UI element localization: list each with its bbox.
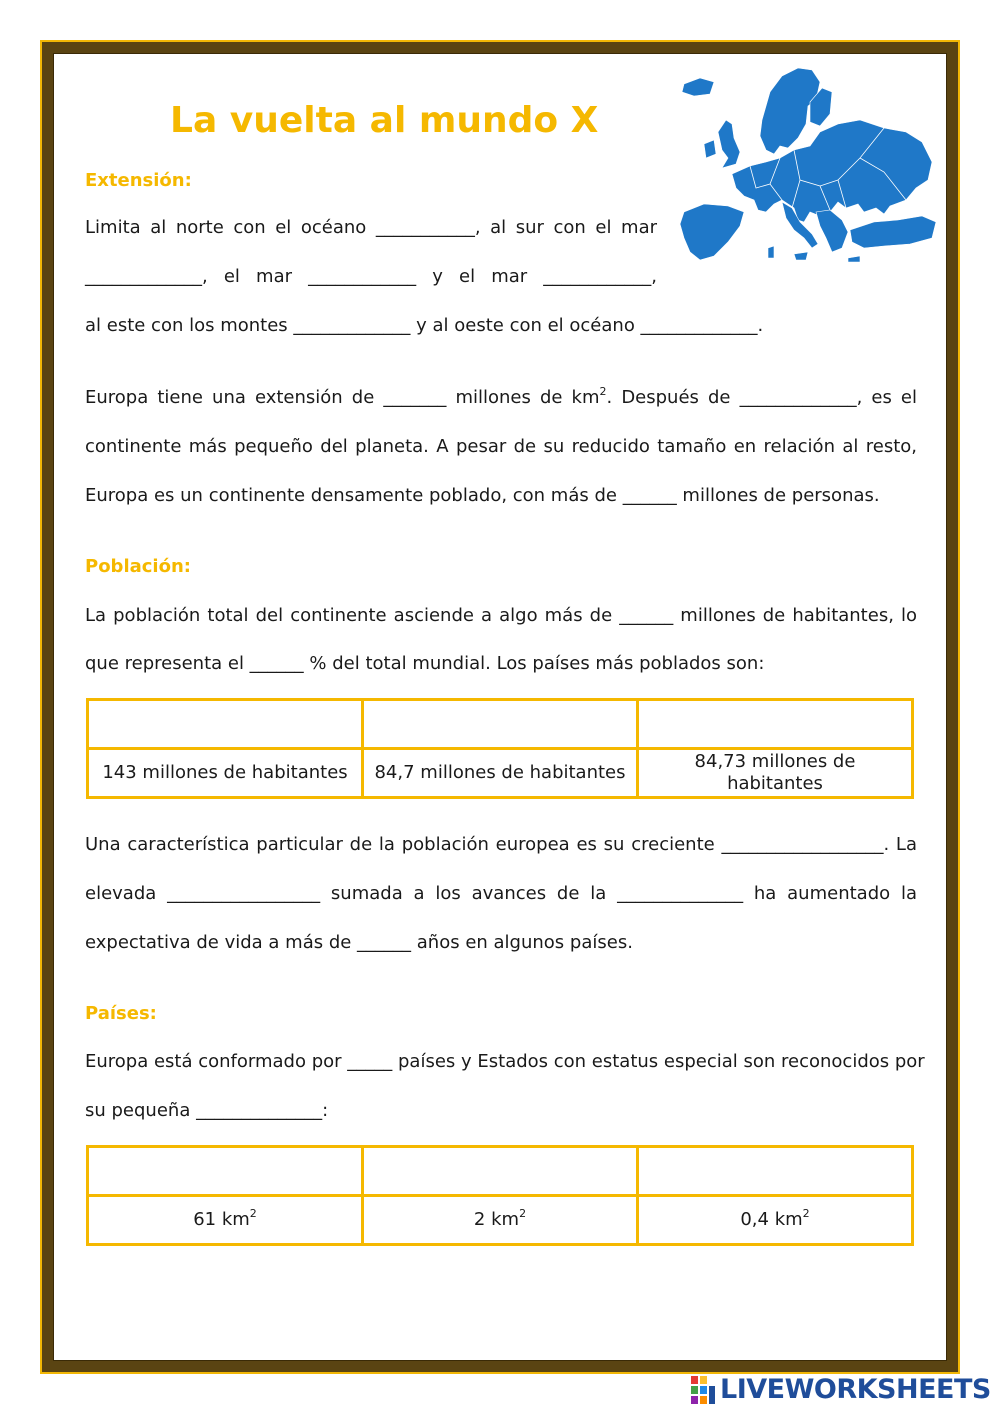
table-header-row [88,1147,913,1196]
population-value: 84,7 millones de habitantes [363,749,638,798]
table-row [88,1196,913,1245]
watermark-text: LIVEWORKSHEETS [720,1374,991,1405]
country-input-cell[interactable] [363,1147,638,1196]
superscript-2: 2 [249,1207,257,1220]
country-input-cell[interactable] [88,1147,363,1196]
extension-para2-line-1 [85,386,917,410]
section-heading-paises: Países: [85,1003,157,1024]
poblacion-after-line-2: elevada _________________ sumada a los avances de la ______________ ha aumentado la [85,883,917,904]
small-countries-table [86,1145,914,1246]
country-input-cell[interactable] [638,700,913,749]
table-header-row [88,700,913,749]
area-value [363,1196,638,1245]
extension-para2-line-2: continente más pequeño del planeta. A pesar de su reducido tamaño en relación al resto, [85,436,917,457]
table-row [88,749,913,798]
area-value-text: 0,4 km [740,1209,803,1230]
area-value [88,1196,363,1245]
page-title: La vuelta al mundo X [170,100,599,141]
population-value: 143 millones de habitantes [88,749,363,798]
superscript-2: 2 [802,1207,810,1220]
extension-line-2: _____________, el mar ____________ y el mar ____________, [85,266,657,287]
country-input-cell[interactable] [363,700,638,749]
extension-para2-text-a: Europa tiene una extensión de _______ millones de km [85,387,600,408]
poblacion-after-line-1: Una característica particular de la población europea es su creciente __________________. La [85,834,917,855]
area-value-text: 61 km [193,1209,250,1230]
europe-map-icon [670,62,940,282]
poblacion-after-line-3: expectativa de vida a más de ______ años en algunos países. [85,932,633,953]
liveworksheets-logo-icon [690,1375,716,1405]
poblacion-line-1: La población total del continente asciende a algo más de ______ millones de habitantes, lo [85,605,917,626]
poblacion-line-2: que representa el ______ % del total mundial. Los países más poblados son: [85,653,765,674]
extension-line-3: al este con los montes _____________ y al oeste con el océano _____________. [85,315,764,336]
extension-line-1: Limita al norte con el océano ___________, al sur con el mar [85,217,657,238]
populated-countries-table [86,698,914,799]
area-value [638,1196,913,1245]
paises-line-2: su pequeña ______________: [85,1100,329,1121]
superscript-2: 2 [519,1207,527,1220]
population-value: 84,73 millones de habitantes [638,749,913,798]
liveworksheets-watermark[interactable] [690,1374,991,1405]
area-value-text: 2 km [473,1209,520,1230]
country-input-cell[interactable] [88,700,363,749]
section-heading-poblacion: Población: [85,556,191,577]
extension-para2-text-b: . Después de _____________, es el [606,387,918,408]
extension-para2-line-3: Europa es un continente densamente poblado, con más de ______ millones de personas. [85,485,880,506]
country-input-cell[interactable] [638,1147,913,1196]
superscript-2: 2 [599,385,607,398]
paises-line-1: Europa está conformado por _____ países y Estados con estatus especial son reconocidos por [85,1051,925,1072]
section-heading-extension: Extensión: [85,170,192,191]
